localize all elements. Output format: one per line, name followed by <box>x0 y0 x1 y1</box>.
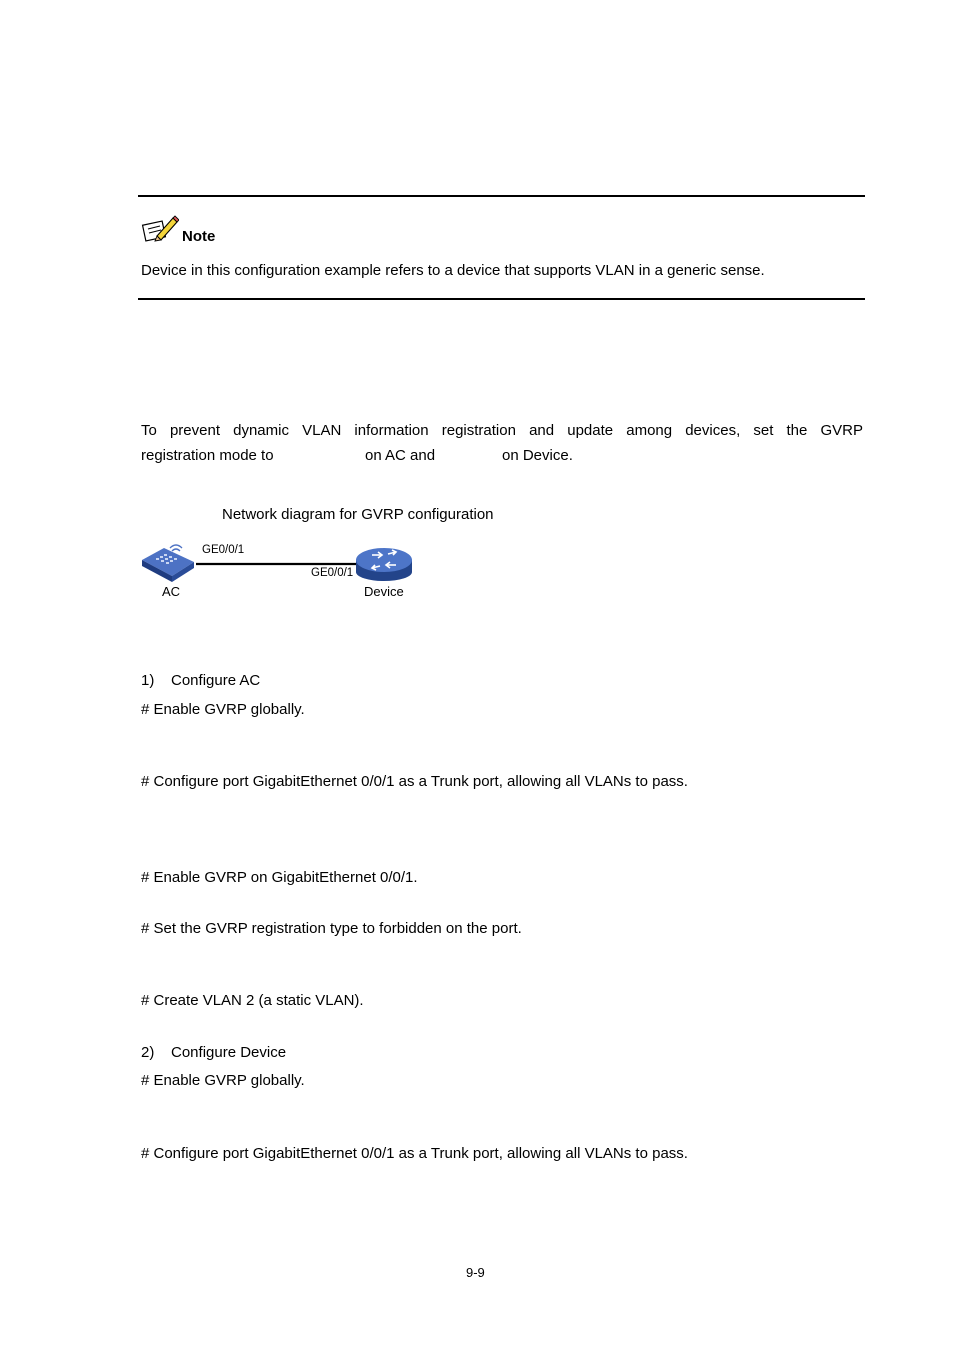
intro-line-2a: registration mode to <box>141 447 274 464</box>
intro-line-2b: on AC and <box>365 447 436 464</box>
access-controller-icon <box>142 545 194 582</box>
note-text: Device in this configuration example refers to a device that supports VLAN in a generic sense. <box>141 262 765 279</box>
note-label: Note <box>182 228 216 245</box>
switch-icon <box>356 548 412 581</box>
step-1-enable-port-gvrp: # Enable GVRP on GigabitEthernet 0/0/1. <box>141 869 418 886</box>
ac-port-label: GE0/0/1 <box>202 544 245 556</box>
page-number: 9-9 <box>466 1265 485 1280</box>
device-port-label: GE0/0/1 <box>311 567 354 579</box>
figure-caption: Network diagram for GVRP configuration <box>222 506 494 523</box>
ac-label: AC <box>162 584 181 599</box>
intro-line-2c: on Device. <box>502 447 573 464</box>
step-1-configure-trunk: # Configure port GigabitEthernet 0/0/1 as a Trunk port, allowing all VLANs to pass. <box>141 773 688 790</box>
note-pencil-icon <box>141 214 179 244</box>
note-top-rule <box>138 195 865 197</box>
note-bottom-rule <box>138 298 865 300</box>
intro-line-1: To prevent dynamic VLAN information registration and update among devices, set the GVRP <box>141 422 863 439</box>
step-2-heading: 2) Configure Device <box>141 1044 287 1061</box>
step-2-enable-gvrp: # Enable GVRP globally. <box>141 1072 305 1089</box>
step-2-configure-trunk: # Configure port GigabitEthernet 0/0/1 as a Trunk port, allowing all VLANs to pass. <box>141 1145 688 1162</box>
network-diagram <box>138 538 438 608</box>
step-1-enable-gvrp: # Enable GVRP globally. <box>141 701 305 718</box>
step-1-registration-type: # Set the GVRP registration type to forbidden on the port. <box>141 920 522 937</box>
device-label: Device <box>364 584 404 599</box>
step-1-create-vlan: # Create VLAN 2 (a static VLAN). <box>141 992 364 1009</box>
step-1-heading: 1) Configure AC <box>141 672 261 689</box>
